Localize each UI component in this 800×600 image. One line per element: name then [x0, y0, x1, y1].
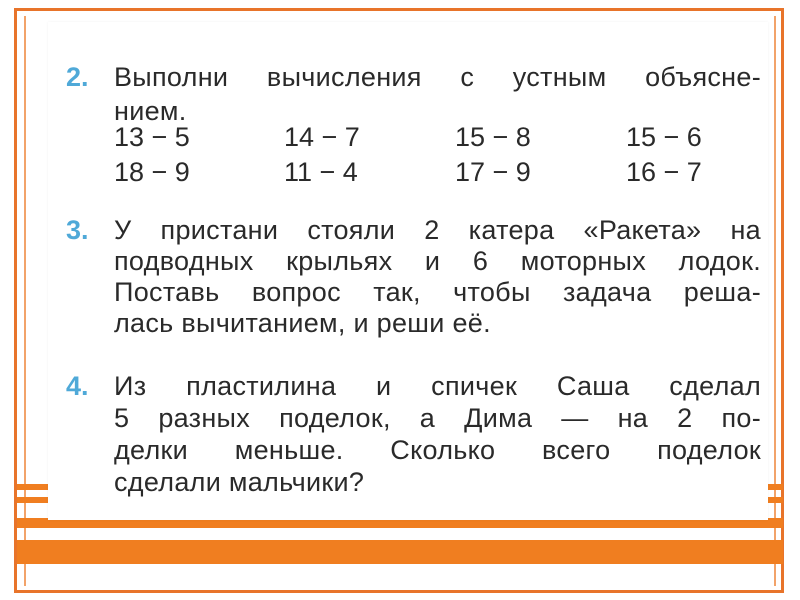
task-text-line: подводных крыльях и 6 моторных лодок.	[114, 246, 761, 276]
task-text-line: У пристани стояли 2 катера «Ракета» на	[114, 215, 761, 245]
task-text-line: делки меньше. Сколько всего поделок	[114, 435, 761, 465]
expression: 18 − 9	[114, 157, 190, 187]
expression: 16 − 7	[626, 157, 702, 187]
task-text-line: нием.	[114, 96, 187, 126]
expression: 11 − 4	[284, 157, 358, 187]
task-text-line: лась вычитанием, и реши её.	[114, 308, 491, 338]
decor-stripe	[17, 540, 783, 564]
task-text-line: Выполни вычисления с устным объясне-	[114, 62, 761, 92]
expression: 14 − 7	[284, 122, 360, 152]
expressions-grid	[114, 122, 764, 192]
task-text-line: сделали мальчики?	[114, 467, 365, 497]
expression: 15 − 8	[455, 122, 531, 152]
expression: 15 − 6	[626, 122, 702, 152]
textbook-page	[48, 22, 768, 520]
expression: 13 − 5	[114, 122, 190, 152]
task-number: 2.	[66, 62, 89, 92]
expression: 17 − 9	[455, 157, 531, 187]
task-text-line: Из пластилина и спичек Саша сделал	[114, 371, 761, 401]
task-text-line: 5 разных поделок, а Дима — на 2 по-	[114, 403, 761, 433]
task-number: 4.	[66, 371, 89, 401]
task-number: 3.	[66, 215, 89, 245]
task-text-line: Поставь вопрос так, чтобы задача реша-	[114, 277, 761, 307]
